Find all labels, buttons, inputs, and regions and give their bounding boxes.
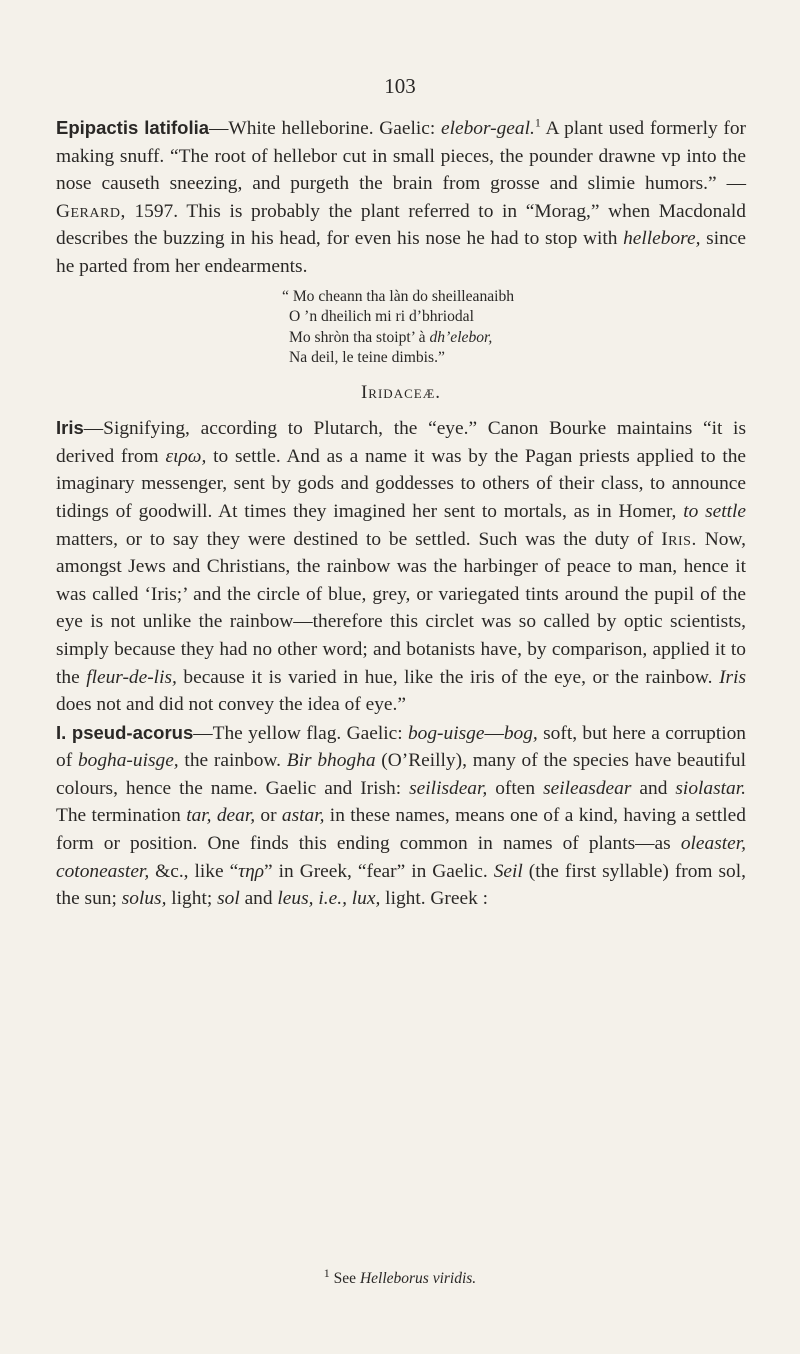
greek-word: τηρ [238, 860, 265, 882]
entry-term: Iris [56, 417, 84, 439]
greek-word: ειρω, [165, 445, 207, 467]
footnote-ref: 1 [534, 115, 541, 130]
footnote-mark: 1 [323, 1265, 330, 1280]
body-text [56, 114, 746, 913]
verse-line: O ’n dheilich mi ri d’bhriodal [289, 308, 474, 326]
page-number: 103 [384, 74, 416, 98]
entry-epipactis: Epipactis latifolia—White helleborine. Gaelic: elebor-geal.$^1$ A plant used formerly for making snuff. “The root of hellebor cut in small pieces, the pounder drawne vp into the nose causeth sneezing, and purgeth the brain from grosse and slimie humors.” —Gerard, 1597. This is probably the plant referred to in “Morag,” when Macdonald describes the buzzing in his head, for even his nose he had to stop with hellebore, since he parted from her endearments. [56, 115, 746, 277]
author-name: Gerard, [56, 200, 126, 222]
verse-line: “ Mo cheann tha làn do sheilleanaibh [282, 287, 515, 305]
verse-quote [282, 287, 746, 369]
verse-line: Na deil, le teine dimbis.” [289, 349, 445, 367]
section-heading: Iridaceæ. [360, 381, 442, 403]
entry-iris: Iris—Signifying, according to Plutarch, the “eye.” Canon Bourke maintains “it is derived from ειρω, to settle. And as a name it was by the Pagan priests applied to the imaginary messenger, sent by gods and goddesses to others of their class, to announce tidings of goodwill. At times they imagined her sent to mortals, as in Homer, to settle matters, or to say they were destined to be settled. Such was the duty of Iris. Now, amongst Jews and Christians, the rainbow was the harbinger of peace to man, hence it was called ‘Iris;’ and the circle of blue, grey, or variegated tints around the pupil of the eye is not unlike the rainbow—therefore this circlet was so called by optic scientists, simply because they had no other word; and botanists have, by comparison, applied it to the fleur-de-lis, because it is varied in hue, like the iris of the eye, or the rainbow. Iris does not and did not convey the idea of eye.” [56, 417, 747, 716]
footnote: $^1$ See Helleborus viridis. [323, 1265, 477, 1287]
entry-term: I. pseud-acorus [56, 721, 194, 743]
entry-iris-pseudacorus: I. pseud-acorus—The yellow flag. Gaelic: bog-uisge—bog, soft, but here a corruption of bogha-uisge, the rainbow. Bir bhogha (O’Reilly), many of the species have beautiful colours, hence the name. Gaelic and Irish: seilisdear, often seileasdear and siolastar. The termination tar, dear, or astar, in these names, means one of a kind, having a settled form or position. One finds this ending common in names of plants—as oleaster, cotoneaster, &c., like “τηρ” in Greek, “fear” in Gaelic. Seil (the first syllable) from sol, the sun; solus, light; sol and leus, i.e., lux, light. Greek : [56, 721, 746, 910]
entry-term: Epipactis latifolia [56, 117, 210, 138]
verse-line: Mo shròn tha stoipt’ à dh’elebor, [289, 328, 493, 346]
